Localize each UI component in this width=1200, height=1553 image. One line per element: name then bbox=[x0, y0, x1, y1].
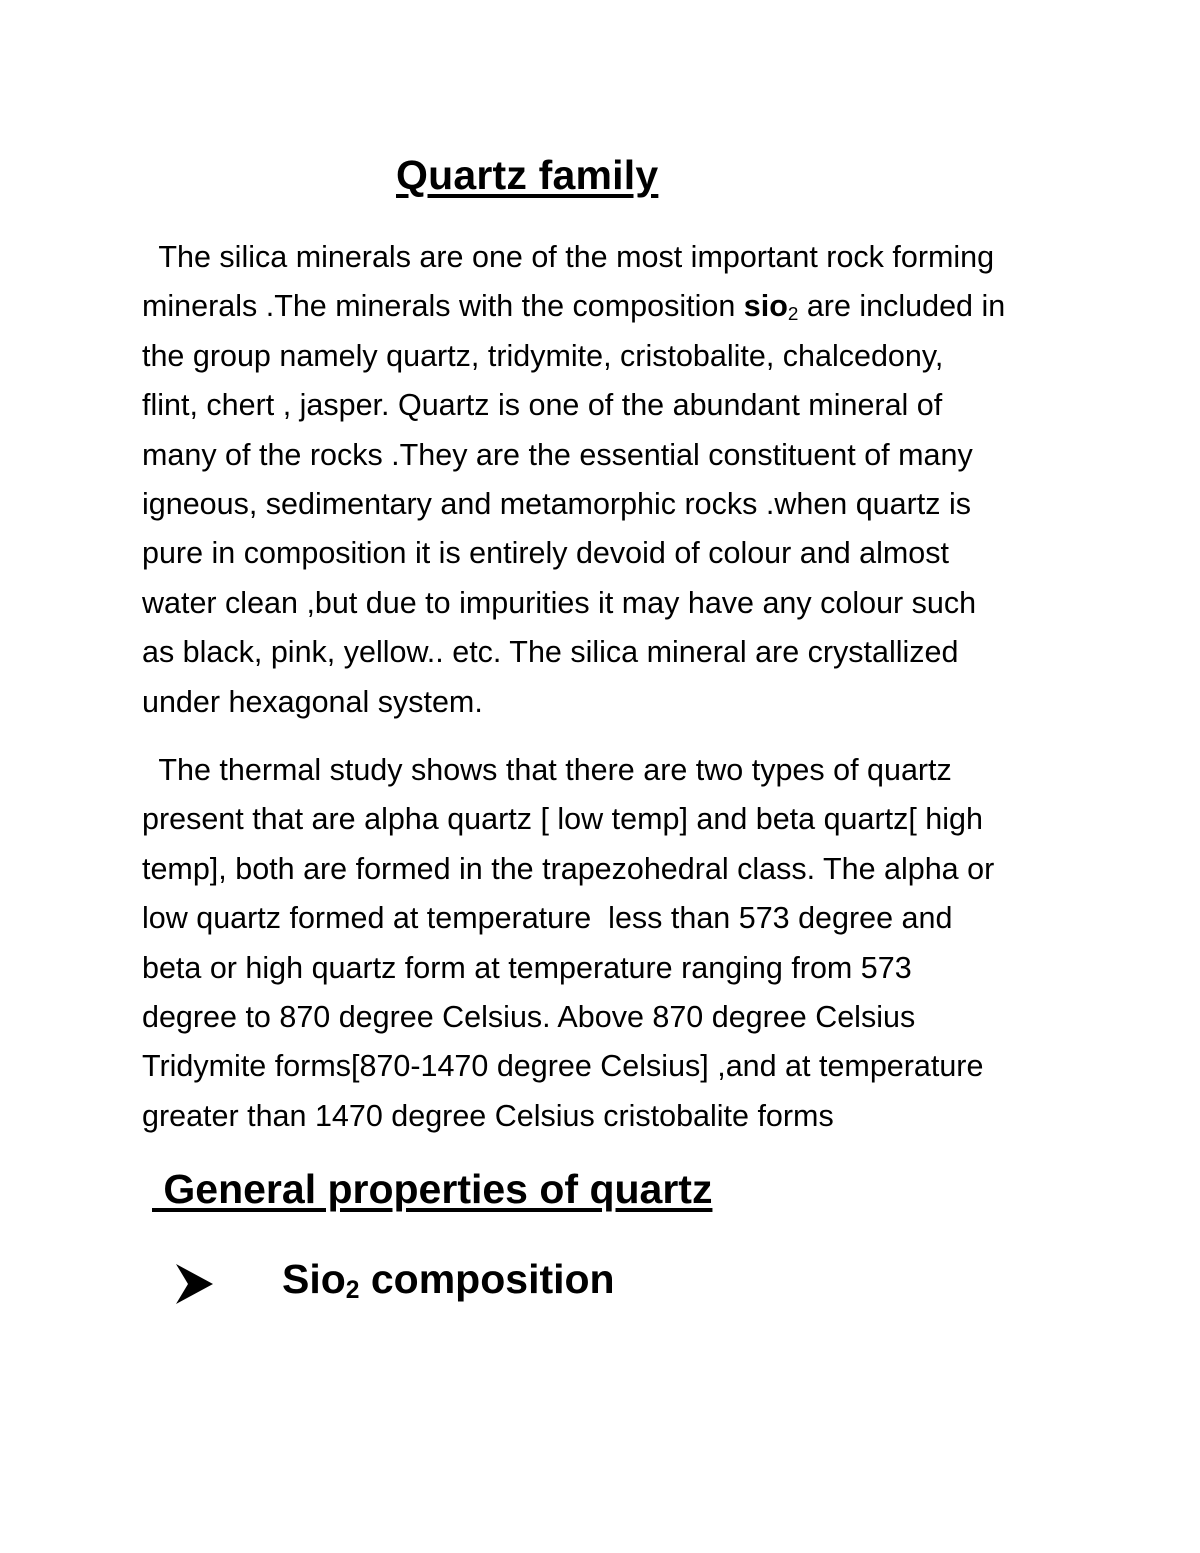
paragraph-line: many of the rocks .They are the essential constituent of many bbox=[142, 437, 973, 472]
formula-sio: sio bbox=[743, 289, 788, 324]
paragraph-line: Tridymite forms[870-1470 degree Celsius] ,and at temperature bbox=[142, 1049, 984, 1084]
bullet-formula-subscript: 2 bbox=[345, 1276, 360, 1304]
paragraph-line: igneous, sedimentary and metamorphic rocks .when quartz is bbox=[142, 487, 971, 522]
paragraph-line: temp], both are formed in the trapezohedral class. The alpha or bbox=[142, 851, 995, 886]
paragraph-line: under hexagonal system. bbox=[142, 684, 483, 719]
bullet-text-rest: composition bbox=[359, 1256, 615, 1302]
page-title: Quartz family bbox=[396, 152, 659, 198]
paragraph-line: flint, chert , jasper. Quartz is one of the abundant mineral of bbox=[142, 388, 943, 423]
properties-list bbox=[174, 1256, 774, 1316]
paragraph-line: as black, pink, yellow.. etc. The silica mineral are crystallized bbox=[142, 635, 959, 670]
section-heading-properties: General properties of quartz bbox=[152, 1166, 713, 1212]
paragraph-line: The thermal study shows that there are two types of quartz bbox=[142, 753, 952, 787]
paragraph-line: beta or high quartz form at temperature ranging from 573 bbox=[142, 950, 912, 985]
paragraph-line: greater than 1470 degree Celsius cristobalite forms bbox=[142, 1098, 834, 1133]
paragraph-intro bbox=[142, 233, 1072, 727]
paragraph-line: present that are alpha quartz [ low temp] and beta quartz[ high bbox=[142, 802, 983, 837]
composition-text-after: are included in bbox=[798, 289, 1006, 324]
bullet-label bbox=[282, 1256, 615, 1303]
bullet-formula: Sio bbox=[282, 1256, 346, 1302]
paragraph-line: pure in composition it is entirely devoid of colour and almost bbox=[142, 536, 949, 571]
paragraph-line: the group namely quartz, tridymite, cristobalite, chalcedony, bbox=[142, 338, 944, 373]
paragraph-thermal bbox=[142, 746, 1072, 1141]
paragraph-line: The silica minerals are one of the most important rock forming bbox=[142, 240, 995, 274]
paragraph-line: water clean ,but due to impurities it may have any colour such bbox=[142, 585, 977, 620]
paragraph-line: degree to 870 degree Celsius. Above 870 degree Celsius bbox=[142, 1000, 916, 1035]
paragraph-line-composition bbox=[142, 282, 1072, 331]
list-item bbox=[174, 1256, 774, 1316]
formula-subscript: 2 bbox=[787, 304, 799, 326]
composition-text-before: minerals .The minerals with the composition bbox=[142, 289, 744, 324]
paragraph-line: low quartz formed at temperature less than 573 degree and bbox=[142, 901, 953, 936]
arrow-bullet-icon bbox=[174, 1262, 214, 1306]
